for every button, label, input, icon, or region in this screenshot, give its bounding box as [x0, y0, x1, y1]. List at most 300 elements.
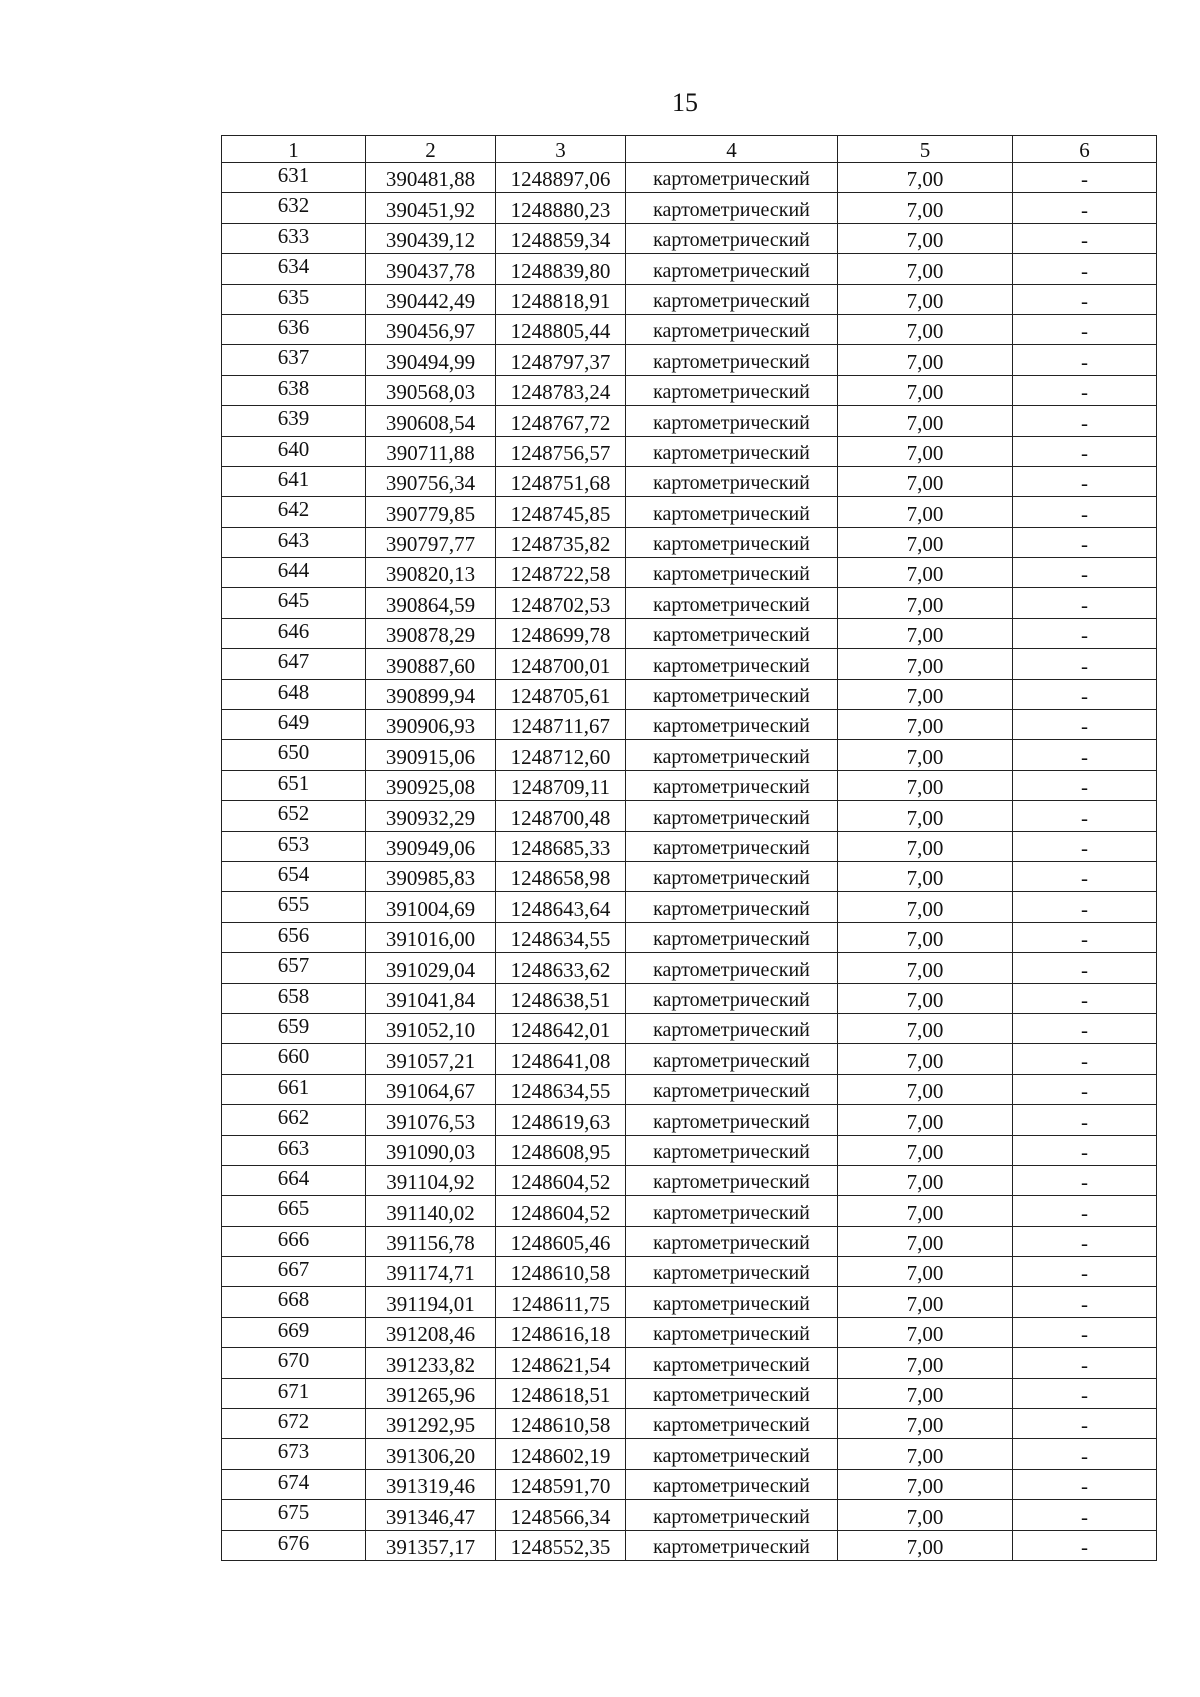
cell-accuracy: 7,00: [838, 254, 1013, 284]
cell-accuracy: 7,00: [838, 1074, 1013, 1104]
cell-y-coordinate: 1248699,78: [496, 618, 626, 648]
cell-accuracy: 7,00: [838, 649, 1013, 679]
cell-method: картометрический: [626, 163, 838, 193]
cell-note: -: [1013, 1469, 1157, 1499]
cell-y-coordinate: 1248702,53: [496, 588, 626, 618]
cell-method: картометрический: [626, 1530, 838, 1560]
table-row: [222, 588, 1157, 618]
cell-note: -: [1013, 1287, 1157, 1317]
cell-accuracy: 7,00: [838, 284, 1013, 314]
cell-point-number: 638: [222, 375, 366, 405]
cell-x-coordinate: 390779,85: [366, 497, 496, 527]
cell-y-coordinate: 1248642,01: [496, 1013, 626, 1043]
cell-accuracy: 7,00: [838, 375, 1013, 405]
cell-y-coordinate: 1248605,46: [496, 1226, 626, 1256]
cell-x-coordinate: 390711,88: [366, 436, 496, 466]
cell-accuracy: 7,00: [838, 710, 1013, 740]
table-row: [222, 1530, 1157, 1560]
cell-x-coordinate: 391265,96: [366, 1378, 496, 1408]
table-row: [222, 527, 1157, 557]
cell-accuracy: 7,00: [838, 436, 1013, 466]
cell-y-coordinate: 1248783,24: [496, 375, 626, 405]
table-row: [222, 679, 1157, 709]
table-row: [222, 223, 1157, 253]
cell-method: картометрический: [626, 193, 838, 223]
table-row: [222, 1409, 1157, 1439]
table-row: [222, 375, 1157, 405]
cell-x-coordinate: 390899,94: [366, 679, 496, 709]
cell-accuracy: 7,00: [838, 1409, 1013, 1439]
cell-note: -: [1013, 1196, 1157, 1226]
header-col-1: 1: [222, 136, 366, 163]
cell-note: -: [1013, 1409, 1157, 1439]
cell-point-number: 639: [222, 406, 366, 436]
cell-note: -: [1013, 254, 1157, 284]
cell-x-coordinate: 390439,12: [366, 223, 496, 253]
cell-x-coordinate: 391064,67: [366, 1074, 496, 1104]
cell-method: картометрический: [626, 1469, 838, 1499]
cell-note: -: [1013, 1378, 1157, 1408]
coordinates-table: [221, 135, 1157, 1561]
cell-y-coordinate: 1248610,58: [496, 1257, 626, 1287]
cell-note: -: [1013, 527, 1157, 557]
cell-point-number: 672: [222, 1409, 366, 1439]
header-row: [222, 136, 1157, 163]
cell-point-number: 654: [222, 861, 366, 891]
cell-y-coordinate: 1248818,91: [496, 284, 626, 314]
cell-method: картометрический: [626, 649, 838, 679]
cell-accuracy: 7,00: [838, 193, 1013, 223]
cell-x-coordinate: 390925,08: [366, 770, 496, 800]
table-row: [222, 983, 1157, 1013]
table-row: [222, 1317, 1157, 1347]
cell-x-coordinate: 391346,47: [366, 1500, 496, 1530]
table-row: [222, 1196, 1157, 1226]
cell-accuracy: 7,00: [838, 1439, 1013, 1469]
cell-point-number: 663: [222, 1135, 366, 1165]
cell-point-number: 676: [222, 1530, 366, 1560]
cell-method: картометрический: [626, 1074, 838, 1104]
cell-note: -: [1013, 314, 1157, 344]
cell-accuracy: 7,00: [838, 1165, 1013, 1195]
cell-point-number: 666: [222, 1226, 366, 1256]
cell-method: картометрический: [626, 801, 838, 831]
table-row: [222, 1165, 1157, 1195]
cell-method: картометрический: [626, 345, 838, 375]
table-row: [222, 740, 1157, 770]
cell-note: -: [1013, 922, 1157, 952]
cell-point-number: 637: [222, 345, 366, 375]
table-row: [222, 436, 1157, 466]
cell-point-number: 669: [222, 1317, 366, 1347]
cell-y-coordinate: 1248897,06: [496, 163, 626, 193]
cell-y-coordinate: 1248641,08: [496, 1044, 626, 1074]
cell-method: картометрический: [626, 1348, 838, 1378]
cell-method: картометрический: [626, 1500, 838, 1530]
header-col-4: 4: [626, 136, 838, 163]
cell-point-number: 641: [222, 466, 366, 496]
cell-point-number: 652: [222, 801, 366, 831]
cell-x-coordinate: 391004,69: [366, 892, 496, 922]
cell-y-coordinate: 1248700,01: [496, 649, 626, 679]
cell-method: картометрический: [626, 1135, 838, 1165]
cell-x-coordinate: 391104,92: [366, 1165, 496, 1195]
table-row: [222, 1135, 1157, 1165]
cell-accuracy: 7,00: [838, 1226, 1013, 1256]
table-row: [222, 1074, 1157, 1104]
cell-accuracy: 7,00: [838, 922, 1013, 952]
cell-y-coordinate: 1248735,82: [496, 527, 626, 557]
cell-note: -: [1013, 1135, 1157, 1165]
cell-note: -: [1013, 740, 1157, 770]
cell-x-coordinate: 390887,60: [366, 649, 496, 679]
cell-method: картометрический: [626, 406, 838, 436]
cell-x-coordinate: 391319,46: [366, 1469, 496, 1499]
cell-accuracy: 7,00: [838, 223, 1013, 253]
cell-y-coordinate: 1248658,98: [496, 861, 626, 891]
cell-point-number: 632: [222, 193, 366, 223]
cell-point-number: 651: [222, 770, 366, 800]
cell-x-coordinate: 390949,06: [366, 831, 496, 861]
cell-note: -: [1013, 1530, 1157, 1560]
cell-y-coordinate: 1248552,35: [496, 1530, 626, 1560]
cell-point-number: 633: [222, 223, 366, 253]
cell-x-coordinate: 391194,01: [366, 1287, 496, 1317]
cell-point-number: 653: [222, 831, 366, 861]
table-row: [222, 163, 1157, 193]
table-row: [222, 892, 1157, 922]
cell-note: -: [1013, 223, 1157, 253]
cell-point-number: 642: [222, 497, 366, 527]
table-row: [222, 953, 1157, 983]
cell-point-number: 655: [222, 892, 366, 922]
table-row: [222, 1044, 1157, 1074]
cell-note: -: [1013, 983, 1157, 1013]
table-row: [222, 1439, 1157, 1469]
cell-x-coordinate: 391306,20: [366, 1439, 496, 1469]
cell-note: -: [1013, 1439, 1157, 1469]
cell-note: -: [1013, 345, 1157, 375]
cell-method: картометрический: [626, 710, 838, 740]
table-row: [222, 618, 1157, 648]
cell-x-coordinate: 390451,92: [366, 193, 496, 223]
cell-accuracy: 7,00: [838, 1500, 1013, 1530]
cell-y-coordinate: 1248618,51: [496, 1378, 626, 1408]
cell-method: картометрический: [626, 284, 838, 314]
cell-method: картометрический: [626, 1226, 838, 1256]
table-row: [222, 314, 1157, 344]
cell-accuracy: 7,00: [838, 588, 1013, 618]
cell-note: -: [1013, 284, 1157, 314]
cell-y-coordinate: 1248634,55: [496, 1074, 626, 1104]
cell-x-coordinate: 391076,53: [366, 1105, 496, 1135]
cell-x-coordinate: 390985,83: [366, 861, 496, 891]
cell-note: -: [1013, 466, 1157, 496]
cell-x-coordinate: 390906,93: [366, 710, 496, 740]
cell-accuracy: 7,00: [838, 770, 1013, 800]
table-row: [222, 1469, 1157, 1499]
cell-accuracy: 7,00: [838, 679, 1013, 709]
cell-y-coordinate: 1248722,58: [496, 558, 626, 588]
cell-y-coordinate: 1248633,62: [496, 953, 626, 983]
cell-point-number: 667: [222, 1257, 366, 1287]
cell-method: картометрический: [626, 740, 838, 770]
cell-x-coordinate: 391057,21: [366, 1044, 496, 1074]
cell-note: -: [1013, 1105, 1157, 1135]
cell-accuracy: 7,00: [838, 406, 1013, 436]
cell-x-coordinate: 390797,77: [366, 527, 496, 557]
table-row: [222, 466, 1157, 496]
cell-accuracy: 7,00: [838, 953, 1013, 983]
cell-note: -: [1013, 618, 1157, 648]
cell-y-coordinate: 1248566,34: [496, 1500, 626, 1530]
table-row: [222, 831, 1157, 861]
cell-method: картометрический: [626, 1013, 838, 1043]
cell-method: картометрический: [626, 1317, 838, 1347]
cell-method: картометрический: [626, 314, 838, 344]
cell-accuracy: 7,00: [838, 801, 1013, 831]
cell-y-coordinate: 1248700,48: [496, 801, 626, 831]
cell-method: картометрический: [626, 953, 838, 983]
table-row: [222, 1378, 1157, 1408]
cell-y-coordinate: 1248611,75: [496, 1287, 626, 1317]
cell-method: картометрический: [626, 1044, 838, 1074]
cell-point-number: 645: [222, 588, 366, 618]
cell-y-coordinate: 1248709,11: [496, 770, 626, 800]
cell-note: -: [1013, 801, 1157, 831]
cell-method: картометрический: [626, 1196, 838, 1226]
cell-point-number: 674: [222, 1469, 366, 1499]
cell-method: картометрический: [626, 254, 838, 284]
cell-method: картометрический: [626, 223, 838, 253]
cell-x-coordinate: 391029,04: [366, 953, 496, 983]
cell-note: -: [1013, 1165, 1157, 1195]
cell-x-coordinate: 390864,59: [366, 588, 496, 618]
table-row: [222, 922, 1157, 952]
cell-y-coordinate: 1248685,33: [496, 831, 626, 861]
cell-accuracy: 7,00: [838, 1378, 1013, 1408]
cell-point-number: 649: [222, 710, 366, 740]
cell-y-coordinate: 1248839,80: [496, 254, 626, 284]
cell-method: картометрический: [626, 1439, 838, 1469]
table-row: [222, 710, 1157, 740]
cell-note: -: [1013, 1074, 1157, 1104]
cell-note: -: [1013, 1013, 1157, 1043]
header-col-3: 3: [496, 136, 626, 163]
table-row: [222, 801, 1157, 831]
table-row: [222, 345, 1157, 375]
cell-accuracy: 7,00: [838, 1348, 1013, 1378]
cell-accuracy: 7,00: [838, 466, 1013, 496]
table-row: [222, 406, 1157, 436]
cell-x-coordinate: 391208,46: [366, 1317, 496, 1347]
cell-accuracy: 7,00: [838, 1530, 1013, 1560]
cell-accuracy: 7,00: [838, 740, 1013, 770]
cell-point-number: 665: [222, 1196, 366, 1226]
cell-method: картометрический: [626, 1165, 838, 1195]
cell-method: картометрический: [626, 983, 838, 1013]
table-row: [222, 1500, 1157, 1530]
cell-method: картометрический: [626, 466, 838, 496]
cell-x-coordinate: 391090,03: [366, 1135, 496, 1165]
cell-note: -: [1013, 1226, 1157, 1256]
cell-y-coordinate: 1248751,68: [496, 466, 626, 496]
cell-point-number: 670: [222, 1348, 366, 1378]
cell-y-coordinate: 1248619,63: [496, 1105, 626, 1135]
cell-y-coordinate: 1248638,51: [496, 983, 626, 1013]
cell-accuracy: 7,00: [838, 892, 1013, 922]
cell-y-coordinate: 1248616,18: [496, 1317, 626, 1347]
header-col-2: 2: [366, 136, 496, 163]
cell-y-coordinate: 1248608,95: [496, 1135, 626, 1165]
table-row: [222, 284, 1157, 314]
cell-x-coordinate: 390494,99: [366, 345, 496, 375]
cell-method: картометрический: [626, 892, 838, 922]
cell-x-coordinate: 391140,02: [366, 1196, 496, 1226]
cell-accuracy: 7,00: [838, 983, 1013, 1013]
cell-note: -: [1013, 710, 1157, 740]
cell-point-number: 661: [222, 1074, 366, 1104]
table-row: [222, 861, 1157, 891]
cell-note: -: [1013, 406, 1157, 436]
cell-note: -: [1013, 1348, 1157, 1378]
cell-accuracy: 7,00: [838, 1105, 1013, 1135]
cell-accuracy: 7,00: [838, 314, 1013, 344]
cell-y-coordinate: 1248604,52: [496, 1165, 626, 1195]
cell-note: -: [1013, 649, 1157, 679]
cell-note: -: [1013, 1500, 1157, 1530]
cell-method: картометрический: [626, 588, 838, 618]
cell-point-number: 634: [222, 254, 366, 284]
cell-point-number: 650: [222, 740, 366, 770]
cell-note: -: [1013, 953, 1157, 983]
cell-point-number: 660: [222, 1044, 366, 1074]
cell-accuracy: 7,00: [838, 1044, 1013, 1074]
cell-note: -: [1013, 436, 1157, 466]
cell-y-coordinate: 1248805,44: [496, 314, 626, 344]
cell-point-number: 673: [222, 1439, 366, 1469]
table-header: [222, 136, 1157, 163]
table-row: [222, 770, 1157, 800]
cell-y-coordinate: 1248859,34: [496, 223, 626, 253]
table-row: [222, 497, 1157, 527]
cell-y-coordinate: 1248767,72: [496, 406, 626, 436]
cell-x-coordinate: 390456,97: [366, 314, 496, 344]
cell-note: -: [1013, 193, 1157, 223]
cell-method: картометрический: [626, 831, 838, 861]
header-col-5: 5: [838, 136, 1013, 163]
cell-note: -: [1013, 1317, 1157, 1347]
cell-method: картометрический: [626, 1287, 838, 1317]
cell-x-coordinate: 391233,82: [366, 1348, 496, 1378]
cell-note: -: [1013, 558, 1157, 588]
cell-note: -: [1013, 861, 1157, 891]
cell-note: -: [1013, 831, 1157, 861]
cell-y-coordinate: 1248634,55: [496, 922, 626, 952]
cell-y-coordinate: 1248643,64: [496, 892, 626, 922]
table-body: [222, 163, 1157, 1561]
cell-y-coordinate: 1248610,58: [496, 1409, 626, 1439]
cell-accuracy: 7,00: [838, 558, 1013, 588]
cell-note: -: [1013, 679, 1157, 709]
table-row: [222, 649, 1157, 679]
cell-y-coordinate: 1248602,19: [496, 1439, 626, 1469]
page-number: 15: [672, 88, 698, 117]
cell-method: картометрический: [626, 922, 838, 952]
cell-method: картометрический: [626, 497, 838, 527]
cell-x-coordinate: 390442,49: [366, 284, 496, 314]
cell-point-number: 657: [222, 953, 366, 983]
cell-y-coordinate: 1248711,67: [496, 710, 626, 740]
cell-x-coordinate: 390756,34: [366, 466, 496, 496]
cell-accuracy: 7,00: [838, 527, 1013, 557]
cell-x-coordinate: 391041,84: [366, 983, 496, 1013]
cell-accuracy: 7,00: [838, 861, 1013, 891]
cell-point-number: 640: [222, 436, 366, 466]
cell-x-coordinate: 390437,78: [366, 254, 496, 284]
cell-note: -: [1013, 375, 1157, 405]
header-col-6: 6: [1013, 136, 1157, 163]
cell-point-number: 646: [222, 618, 366, 648]
table-row: [222, 193, 1157, 223]
cell-x-coordinate: 391292,95: [366, 1409, 496, 1439]
cell-point-number: 662: [222, 1105, 366, 1135]
cell-point-number: 658: [222, 983, 366, 1013]
cell-method: картометрический: [626, 1409, 838, 1439]
table-row: [222, 1257, 1157, 1287]
cell-x-coordinate: 390568,03: [366, 375, 496, 405]
cell-x-coordinate: 390878,29: [366, 618, 496, 648]
cell-accuracy: 7,00: [838, 1257, 1013, 1287]
cell-note: -: [1013, 770, 1157, 800]
cell-method: картометрический: [626, 1378, 838, 1408]
cell-y-coordinate: 1248705,61: [496, 679, 626, 709]
table-row: [222, 1348, 1157, 1378]
cell-method: картометрический: [626, 436, 838, 466]
cell-y-coordinate: 1248591,70: [496, 1469, 626, 1499]
cell-point-number: 635: [222, 284, 366, 314]
cell-y-coordinate: 1248756,57: [496, 436, 626, 466]
cell-x-coordinate: 391357,17: [366, 1530, 496, 1560]
cell-x-coordinate: 390481,88: [366, 163, 496, 193]
cell-point-number: 659: [222, 1013, 366, 1043]
cell-point-number: 675: [222, 1500, 366, 1530]
cell-y-coordinate: 1248621,54: [496, 1348, 626, 1378]
cell-x-coordinate: 390932,29: [366, 801, 496, 831]
cell-accuracy: 7,00: [838, 163, 1013, 193]
cell-x-coordinate: 390608,54: [366, 406, 496, 436]
cell-note: -: [1013, 588, 1157, 618]
cell-point-number: 631: [222, 163, 366, 193]
cell-note: -: [1013, 497, 1157, 527]
cell-y-coordinate: 1248880,23: [496, 193, 626, 223]
cell-point-number: 636: [222, 314, 366, 344]
cell-method: картометрический: [626, 679, 838, 709]
cell-method: картометрический: [626, 1257, 838, 1287]
cell-x-coordinate: 391156,78: [366, 1226, 496, 1256]
cell-accuracy: 7,00: [838, 345, 1013, 375]
cell-method: картометрический: [626, 375, 838, 405]
cell-method: картометрический: [626, 558, 838, 588]
cell-x-coordinate: 390915,06: [366, 740, 496, 770]
table-row: [222, 1105, 1157, 1135]
cell-point-number: 656: [222, 922, 366, 952]
table-row: [222, 558, 1157, 588]
cell-method: картометрический: [626, 618, 838, 648]
table-row: [222, 254, 1157, 284]
cell-accuracy: 7,00: [838, 1013, 1013, 1043]
cell-method: картометрический: [626, 527, 838, 557]
